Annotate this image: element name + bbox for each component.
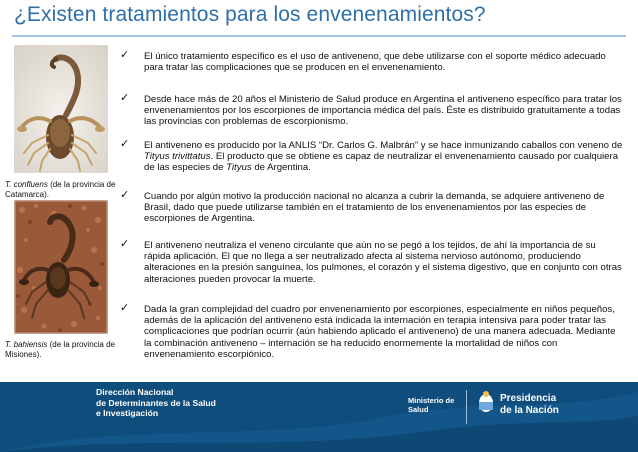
presidency-line: de la Nación: [500, 405, 559, 416]
species-name: T. confluens: [5, 180, 48, 189]
checkmark-icon: ✓: [120, 49, 130, 61]
bullet-text: El único tratamiento específico es el uso de antiveneno, que debe utilizarse con el soporte médico adecuado para tratar las complicaciones que se producen en el envenenamiento.: [144, 51, 606, 74]
photo-caption-bahiensis: [5, 340, 117, 360]
bullet-text: Desde hace más de 20 años el Ministerio de Salud produce en Argentina el antiveneno específico para tratar los envenenamientos por los escorpiones de importancia médica del país. Éste es distribuido gratuitamente a todas las provincias con problemas de escorpionismo.: [144, 94, 622, 128]
bullet-text: El antiveneno neutraliza el veneno circulante que aún no se pegó a los tejidos, de ahí la importancia de su rápida aplicación. El que no llega a ser neutralizado afecta al sistema nervioso autónomo, produciendo alteraciones en la presión sanguínea, los pulmones, el corazón y el sistema digestivo, que en conjunto con otras alteraciones pueden provocar la muerte.: [144, 240, 622, 285]
footer-separator: [466, 390, 467, 424]
checkmark-icon: ✓: [120, 92, 130, 104]
checkmark-icon: ✓: [120, 138, 130, 150]
bullet-text: [144, 140, 624, 174]
checkmark-icon: ✓: [120, 302, 130, 314]
bullet-text: Cuando por algún motivo la producción nacional no alcanza a cubrir la demanda, se adquiere antiveneno de Brasil, dado que puede utilizarse también en el tratamiento de los envenenamientos por las especies de escorpiones de Argentina.: [144, 191, 605, 225]
department-line: e Investigación: [96, 408, 159, 418]
slide-title: ¿Existen tratamientos para los envenenamientos?: [14, 3, 486, 26]
ministry-name: [408, 396, 454, 414]
caption-location: (de la provincia de Catamarca).: [5, 180, 116, 199]
department-name: [96, 387, 216, 419]
genus-name: Tityus: [226, 162, 252, 174]
bullet-item: [120, 140, 628, 174]
footer-banner: [0, 382, 638, 452]
checkmark-icon: ✓: [120, 238, 130, 250]
bullet-text: Dada la gran complejidad del cuadro por envenenamiento por escorpiones, especialmente en niños pequeños, además de la aplicación del antiveneno está indicada la internación en terapia intensiva para poder tratar las complicaciones que podrían ocurrir (aún habiendo aplicado el antiveneno) de una manera adecuada. Mediante la combinación antiveneno – internación se ha reducido enormemente la mortalidad de niños con envenenamiento escorpiónico.: [144, 304, 616, 360]
scorpion-photo-bahiensis: [14, 200, 108, 334]
presidency-name: [500, 393, 559, 417]
checkmark-icon: ✓: [120, 189, 130, 201]
ministry-line: Salud: [408, 405, 429, 414]
scorpion-photo-confluens: [14, 45, 108, 173]
bullet-item: [120, 51, 628, 73]
bullet-item: [120, 304, 628, 360]
bullet-item: [120, 94, 628, 128]
argentina-shield-icon: [477, 390, 495, 414]
bullet-item: [120, 191, 628, 225]
bullet-item: [120, 240, 628, 285]
department-line: Dirección Nacional: [96, 387, 174, 397]
species-name: Tityus trivittatus: [144, 151, 211, 163]
presidency-line: Presidencia: [500, 393, 557, 404]
photo-caption-confluens: [5, 180, 117, 200]
bullet-text-part: de Argentina.: [251, 162, 311, 174]
title-divider: [12, 35, 626, 37]
ministry-line: Ministerio de: [408, 396, 455, 405]
bullet-text-part: El antiveneno es producido por la ANLIS “Dr. Carlos G. Malbrán” y se hace inmunizando caballos con veneno de: [144, 140, 623, 151]
caption-location: (de la provincia de Misiones).: [5, 340, 115, 359]
species-name: T. bahiensis: [5, 340, 48, 349]
department-line: de Determinantes de la Salud: [96, 397, 216, 408]
bullet-text-part: . El producto que se obtiene es capaz de neutralizar el envenenamiento causado por cualquiera de las especies de: [144, 151, 619, 174]
